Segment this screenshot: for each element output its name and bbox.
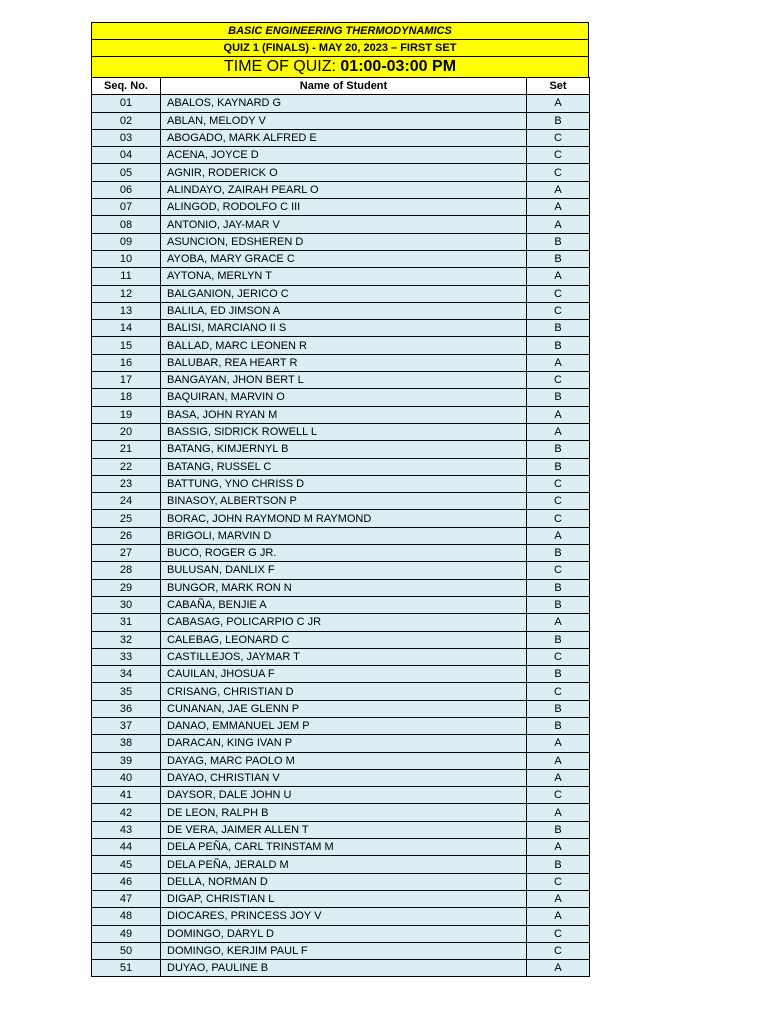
seq-number-cell: 21 <box>92 441 161 458</box>
set-cell: B <box>527 458 590 475</box>
student-name-cell: ACENA, JOYCE D <box>161 147 527 164</box>
set-cell: A <box>527 199 590 216</box>
seq-number-cell: 26 <box>92 527 161 544</box>
set-cell: B <box>527 579 590 596</box>
table-row <box>92 389 590 406</box>
student-name-cell: BATANG, KIMJERNYL B <box>161 441 527 458</box>
student-name-cell: DIGAP, CHRISTIAN L <box>161 890 527 907</box>
student-name-cell: BANGAYAN, JHON BERT L <box>161 372 527 389</box>
student-name-cell: AGNIR, RODERICK O <box>161 164 527 181</box>
seq-number-cell: 28 <box>92 562 161 579</box>
student-name-cell: BINASOY, ALBERTSON P <box>161 493 527 510</box>
table-row <box>92 890 590 907</box>
table-row <box>92 285 590 302</box>
set-cell: B <box>527 821 590 838</box>
seq-number-cell: 09 <box>92 233 161 250</box>
seq-number-cell: 11 <box>92 268 161 285</box>
set-cell: C <box>527 372 590 389</box>
set-cell: A <box>527 95 590 112</box>
set-cell: A <box>527 181 590 198</box>
table-row <box>92 268 590 285</box>
table-row <box>92 648 590 665</box>
set-cell: B <box>527 856 590 873</box>
table-row <box>92 181 590 198</box>
table-row <box>92 95 590 112</box>
table-row <box>92 700 590 717</box>
table-row <box>92 354 590 371</box>
table-row <box>92 873 590 890</box>
table-row <box>92 475 590 492</box>
student-name-cell: ASUNCION, EDSHEREN D <box>161 233 527 250</box>
student-name-cell: ANTONIO, JAY-MAR V <box>161 216 527 233</box>
set-cell: C <box>527 648 590 665</box>
student-name-cell: DANAO, EMMANUEL JEM P <box>161 717 527 734</box>
student-name-cell: DOMINGO, DARYL D <box>161 925 527 942</box>
seq-number-cell: 01 <box>92 95 161 112</box>
seq-number-cell: 44 <box>92 839 161 856</box>
seq-number-cell: 36 <box>92 700 161 717</box>
set-cell: B <box>527 666 590 683</box>
table-row <box>92 735 590 752</box>
student-name-cell: BALISI, MARCIANO II S <box>161 320 527 337</box>
set-cell: C <box>527 147 590 164</box>
seq-number-cell: 04 <box>92 147 161 164</box>
table-row <box>92 804 590 821</box>
seq-number-cell: 49 <box>92 925 161 942</box>
student-name-cell: DELA PEÑA, JERALD M <box>161 856 527 873</box>
student-name-cell: AYOBA, MARY GRACE C <box>161 250 527 267</box>
student-name-cell: BUNGOR, MARK RON N <box>161 579 527 596</box>
seq-number-cell: 48 <box>92 908 161 925</box>
table-row <box>92 562 590 579</box>
set-cell: C <box>527 683 590 700</box>
seq-number-cell: 34 <box>92 666 161 683</box>
set-cell: A <box>527 423 590 440</box>
table-row <box>92 683 590 700</box>
column-header-name: Name of Student <box>161 78 527 95</box>
seq-number-cell: 03 <box>92 129 161 146</box>
student-name-cell: DAYAG, MARC PAOLO M <box>161 752 527 769</box>
student-table <box>91 77 590 977</box>
seq-number-cell: 33 <box>92 648 161 665</box>
seq-number-cell: 37 <box>92 717 161 734</box>
table-row <box>92 510 590 527</box>
table-row <box>92 752 590 769</box>
student-name-cell: DUYAO, PAULINE B <box>161 960 527 977</box>
quiz-time-label: TIME OF QUIZ: <box>223 58 341 75</box>
seq-number-cell: 39 <box>92 752 161 769</box>
table-row <box>92 441 590 458</box>
set-cell: A <box>527 839 590 856</box>
seq-number-cell: 27 <box>92 545 161 562</box>
student-name-cell: DE LEON, RALPH B <box>161 804 527 821</box>
seq-number-cell: 10 <box>92 250 161 267</box>
table-row <box>92 787 590 804</box>
set-cell: B <box>527 112 590 129</box>
set-cell: B <box>527 320 590 337</box>
seq-number-cell: 22 <box>92 458 161 475</box>
set-cell: A <box>527 216 590 233</box>
table-row <box>92 717 590 734</box>
seq-number-cell: 51 <box>92 960 161 977</box>
seq-number-cell: 06 <box>92 181 161 198</box>
set-cell: B <box>527 545 590 562</box>
set-cell: A <box>527 769 590 786</box>
set-cell: A <box>527 354 590 371</box>
set-cell: A <box>527 614 590 631</box>
set-cell: A <box>527 268 590 285</box>
seq-number-cell: 05 <box>92 164 161 181</box>
seq-number-cell: 50 <box>92 942 161 959</box>
table-row <box>92 942 590 959</box>
student-name-cell: DE VERA, JAIMER ALLEN T <box>161 821 527 838</box>
seq-number-cell: 16 <box>92 354 161 371</box>
set-cell: A <box>527 804 590 821</box>
seq-number-cell: 12 <box>92 285 161 302</box>
seq-number-cell: 29 <box>92 579 161 596</box>
seq-number-cell: 07 <box>92 199 161 216</box>
table-row <box>92 164 590 181</box>
student-name-cell: CAUILAN, JHOSUA F <box>161 666 527 683</box>
seq-number-cell: 24 <box>92 493 161 510</box>
set-cell: A <box>527 908 590 925</box>
seq-number-cell: 41 <box>92 787 161 804</box>
table-row <box>92 614 590 631</box>
set-cell: C <box>527 925 590 942</box>
table-row <box>92 839 590 856</box>
table-row <box>92 458 590 475</box>
table-header-row <box>92 78 590 95</box>
seq-number-cell: 30 <box>92 596 161 613</box>
student-name-cell: BORAC, JOHN RAYMOND M RAYMOND <box>161 510 527 527</box>
column-header-set: Set <box>527 78 590 95</box>
student-name-cell: ABALOS, KAYNARD G <box>161 95 527 112</box>
student-name-cell: DELA PEÑA, CARL TRINSTAM M <box>161 839 527 856</box>
set-cell: B <box>527 631 590 648</box>
student-name-cell: CABAÑA, BENJIE A <box>161 596 527 613</box>
table-row <box>92 233 590 250</box>
table-row <box>92 112 590 129</box>
seq-number-cell: 20 <box>92 423 161 440</box>
seq-number-cell: 42 <box>92 804 161 821</box>
table-row <box>92 493 590 510</box>
table-row <box>92 527 590 544</box>
column-header-seq: Seq. No. <box>92 78 161 95</box>
set-cell: C <box>527 873 590 890</box>
table-row <box>92 960 590 977</box>
set-cell: A <box>527 752 590 769</box>
student-name-cell: ALINDAYO, ZAIRAH PEARL O <box>161 181 527 198</box>
table-row <box>92 821 590 838</box>
seq-number-cell: 17 <box>92 372 161 389</box>
set-cell: C <box>527 475 590 492</box>
student-list-sheet <box>91 22 589 977</box>
seq-number-cell: 43 <box>92 821 161 838</box>
table-row <box>92 199 590 216</box>
seq-number-cell: 13 <box>92 302 161 319</box>
student-name-cell: ABOGADO, MARK ALFRED E <box>161 129 527 146</box>
set-cell: A <box>527 406 590 423</box>
student-name-cell: BASSIG, SIDRICK ROWELL L <box>161 423 527 440</box>
table-row <box>92 372 590 389</box>
set-cell: B <box>527 441 590 458</box>
student-name-cell: BALILA, ED JIMSON A <box>161 302 527 319</box>
table-row <box>92 666 590 683</box>
table-row <box>92 925 590 942</box>
set-cell: B <box>527 389 590 406</box>
set-cell: B <box>527 596 590 613</box>
quiz-info: QUIZ 1 (FINALS) - MAY 20, 2023 – FIRST SET <box>91 39 589 56</box>
table-row <box>92 769 590 786</box>
set-cell: C <box>527 562 590 579</box>
table-row <box>92 423 590 440</box>
seq-number-cell: 08 <box>92 216 161 233</box>
table-row <box>92 545 590 562</box>
seq-number-cell: 46 <box>92 873 161 890</box>
seq-number-cell: 32 <box>92 631 161 648</box>
seq-number-cell: 40 <box>92 769 161 786</box>
table-row <box>92 320 590 337</box>
student-name-cell: BAQUIRAN, MARVIN O <box>161 389 527 406</box>
set-cell: B <box>527 250 590 267</box>
table-row <box>92 216 590 233</box>
student-name-cell: BATTUNG, YNO CHRISS D <box>161 475 527 492</box>
seq-number-cell: 18 <box>92 389 161 406</box>
student-name-cell: BRIGOLI, MARVIN D <box>161 527 527 544</box>
quiz-time <box>91 56 589 77</box>
student-name-cell: ALINGOD, RODOLFO C III <box>161 199 527 216</box>
table-row <box>92 302 590 319</box>
student-name-cell: DOMINGO, KERJIM PAUL F <box>161 942 527 959</box>
student-name-cell: BALLAD, MARC LEONEN R <box>161 337 527 354</box>
student-name-cell: DELLA, NORMAN D <box>161 873 527 890</box>
seq-number-cell: 02 <box>92 112 161 129</box>
set-cell: C <box>527 302 590 319</box>
seq-number-cell: 25 <box>92 510 161 527</box>
seq-number-cell: 15 <box>92 337 161 354</box>
set-cell: B <box>527 700 590 717</box>
table-row <box>92 579 590 596</box>
table-row <box>92 337 590 354</box>
student-name-cell: CRISANG, CHRISTIAN D <box>161 683 527 700</box>
seq-number-cell: 35 <box>92 683 161 700</box>
table-row <box>92 250 590 267</box>
table-row <box>92 856 590 873</box>
student-name-cell: BATANG, RUSSEL C <box>161 458 527 475</box>
student-name-cell: BASA, JOHN RYAN M <box>161 406 527 423</box>
student-rows <box>92 95 590 977</box>
table-row <box>92 908 590 925</box>
quiz-time-value: 01:00-03:00 PM <box>340 58 457 75</box>
set-cell: A <box>527 735 590 752</box>
table-row <box>92 147 590 164</box>
seq-number-cell: 38 <box>92 735 161 752</box>
set-cell: C <box>527 942 590 959</box>
student-name-cell: DIOCARES, PRINCESS JOY V <box>161 908 527 925</box>
student-name-cell: AYTONA, MERLYN T <box>161 268 527 285</box>
student-name-cell: ABLAN, MELODY V <box>161 112 527 129</box>
table-row <box>92 631 590 648</box>
student-name-cell: CABASAG, POLICARPIO C JR <box>161 614 527 631</box>
table-row <box>92 129 590 146</box>
table-row <box>92 406 590 423</box>
seq-number-cell: 45 <box>92 856 161 873</box>
course-title: BASIC ENGINEERING THERMODYNAMICS <box>91 22 589 39</box>
set-cell: C <box>527 510 590 527</box>
student-name-cell: BALUBAR, REA HEART R <box>161 354 527 371</box>
student-name-cell: BALGANION, JERICO C <box>161 285 527 302</box>
student-name-cell: BULUSAN, DANLIX F <box>161 562 527 579</box>
seq-number-cell: 19 <box>92 406 161 423</box>
seq-number-cell: 23 <box>92 475 161 492</box>
set-cell: A <box>527 890 590 907</box>
student-name-cell: DAYSOR, DALE JOHN U <box>161 787 527 804</box>
set-cell: B <box>527 337 590 354</box>
set-cell: B <box>527 233 590 250</box>
student-name-cell: BUCO, ROGER G JR. <box>161 545 527 562</box>
student-name-cell: DAYAO, CHRISTIAN V <box>161 769 527 786</box>
set-cell: A <box>527 527 590 544</box>
set-cell: A <box>527 960 590 977</box>
student-name-cell: CASTILLEJOS, JAYMAR T <box>161 648 527 665</box>
set-cell: C <box>527 164 590 181</box>
set-cell: C <box>527 285 590 302</box>
student-name-cell: CUNANAN, JAE GLENN P <box>161 700 527 717</box>
table-row <box>92 596 590 613</box>
seq-number-cell: 47 <box>92 890 161 907</box>
student-name-cell: DARACAN, KING IVAN P <box>161 735 527 752</box>
seq-number-cell: 14 <box>92 320 161 337</box>
set-cell: C <box>527 493 590 510</box>
seq-number-cell: 31 <box>92 614 161 631</box>
set-cell: C <box>527 787 590 804</box>
set-cell: B <box>527 717 590 734</box>
student-name-cell: CALEBAG, LEONARD C <box>161 631 527 648</box>
set-cell: C <box>527 129 590 146</box>
